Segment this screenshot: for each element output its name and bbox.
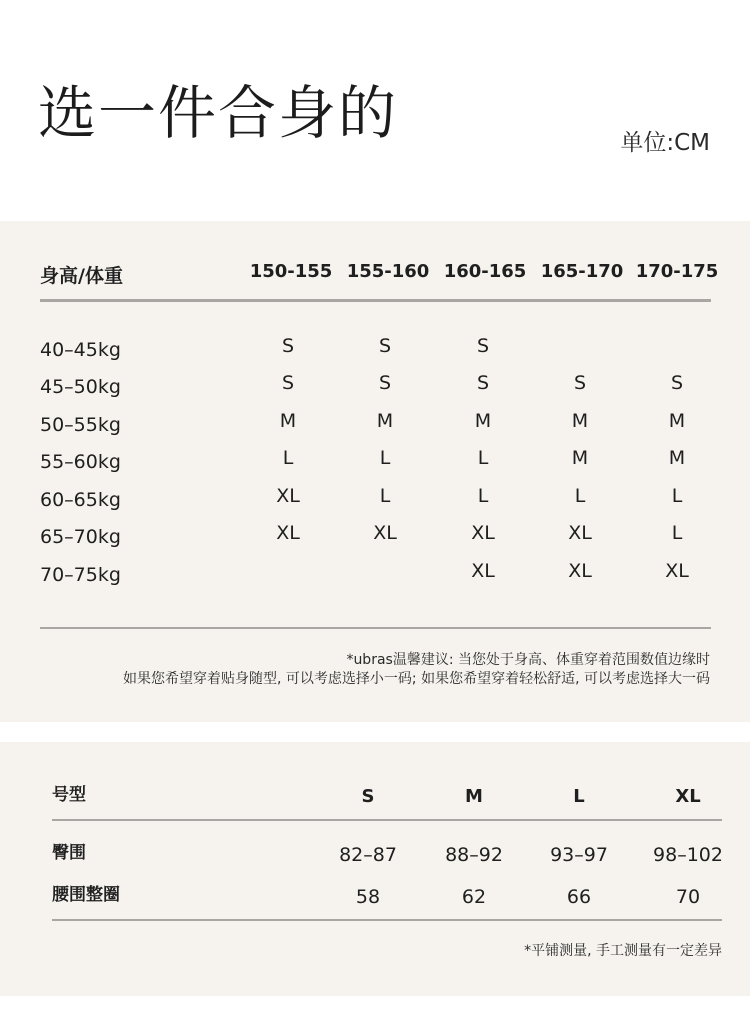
size-cell: S (573, 372, 587, 394)
measurement-cell: 62 (461, 886, 487, 908)
weight-label: 40–45kg (40, 339, 121, 361)
table-row (0, 335, 750, 365)
weight-label: 60–65kg (40, 489, 121, 511)
table-row (0, 447, 750, 477)
table-row (0, 880, 750, 910)
size-chart-panel (0, 221, 750, 722)
size-cell: L (379, 447, 391, 469)
table-row (0, 410, 750, 440)
size-cell: XL (471, 522, 495, 544)
size-column-header: S (361, 786, 375, 807)
size-cell: L (282, 447, 294, 469)
height-column-header: 150-155 (249, 261, 333, 282)
size-cell: XL (276, 485, 300, 507)
size-cell: XL (665, 560, 689, 582)
size-cell: M (279, 410, 297, 432)
size-cell: L (671, 522, 683, 544)
size-column-header: L (573, 786, 585, 807)
measurement-panel (0, 742, 750, 996)
table-row (0, 372, 750, 402)
measurement-cell: 70 (675, 886, 701, 908)
size-cell: XL (373, 522, 397, 544)
measurement-label: 臀围 (52, 843, 86, 863)
size-cell: L (477, 485, 489, 507)
size-cell: M (571, 410, 589, 432)
divider (52, 819, 722, 821)
height-column-header: 170-175 (635, 261, 719, 282)
size-cell: XL (276, 522, 300, 544)
size-cell: M (571, 447, 589, 469)
size-cell: XL (568, 560, 592, 582)
size-cell: S (281, 335, 295, 357)
size-cell: XL (471, 560, 495, 582)
measurement-note: *平铺测量, 手工测量有一定差异 (524, 943, 722, 959)
measurement-cell: 58 (355, 886, 381, 908)
weight-label: 50–55kg (40, 414, 121, 436)
size-cell: S (476, 372, 490, 394)
size-cell: S (281, 372, 295, 394)
size-cell: M (474, 410, 492, 432)
table-row (0, 838, 750, 868)
size-chart-corner-label: 身高/体重 (40, 265, 123, 287)
weight-label: 45–50kg (40, 376, 121, 398)
size-column-header: XL (675, 786, 701, 807)
measurement-header (0, 780, 750, 810)
size-advice-note: *ubras温馨建议: 当您处于身高、体重穿着范围数值边缘时 (346, 652, 710, 668)
height-column-header: 160-165 (443, 261, 527, 282)
size-type-label: 号型 (52, 785, 86, 805)
size-cell: S (378, 372, 392, 394)
size-cell: M (376, 410, 394, 432)
weight-label: 70–75kg (40, 564, 121, 586)
measurement-cell: 82–87 (339, 844, 397, 866)
size-column-header: M (465, 786, 483, 807)
divider (40, 299, 711, 302)
height-column-header: 155-160 (346, 261, 430, 282)
measurement-cell: 66 (566, 886, 592, 908)
measurement-label: 腰围整圈 (52, 885, 120, 905)
table-row (0, 560, 750, 590)
size-cell: L (477, 447, 489, 469)
measurement-cell: 88–92 (445, 844, 503, 866)
height-column-header: 165-170 (540, 261, 624, 282)
size-advice-note: 如果您希望穿着贴身随型, 可以考虑选择小一码; 如果您希望穿着轻松舒适, 可以考虑选择大一码 (123, 671, 710, 687)
table-row (0, 485, 750, 515)
unit-label: 单位:CM (620, 130, 710, 156)
size-cell: S (378, 335, 392, 357)
size-cell: S (476, 335, 490, 357)
divider (40, 627, 711, 629)
measurement-cell: 93–97 (550, 844, 608, 866)
size-cell: L (379, 485, 391, 507)
size-cell: M (668, 447, 686, 469)
weight-label: 55–60kg (40, 451, 121, 473)
size-cell: L (671, 485, 683, 507)
size-cell: L (574, 485, 586, 507)
table-row (0, 522, 750, 552)
weight-label: 65–70kg (40, 526, 121, 548)
size-cell: M (668, 410, 686, 432)
size-cell: S (670, 372, 684, 394)
divider (52, 919, 722, 921)
size-chart-header (0, 261, 750, 285)
page-title: 选一件合身的 (38, 79, 399, 147)
size-cell: XL (568, 522, 592, 544)
measurement-cell: 98–102 (653, 844, 723, 866)
